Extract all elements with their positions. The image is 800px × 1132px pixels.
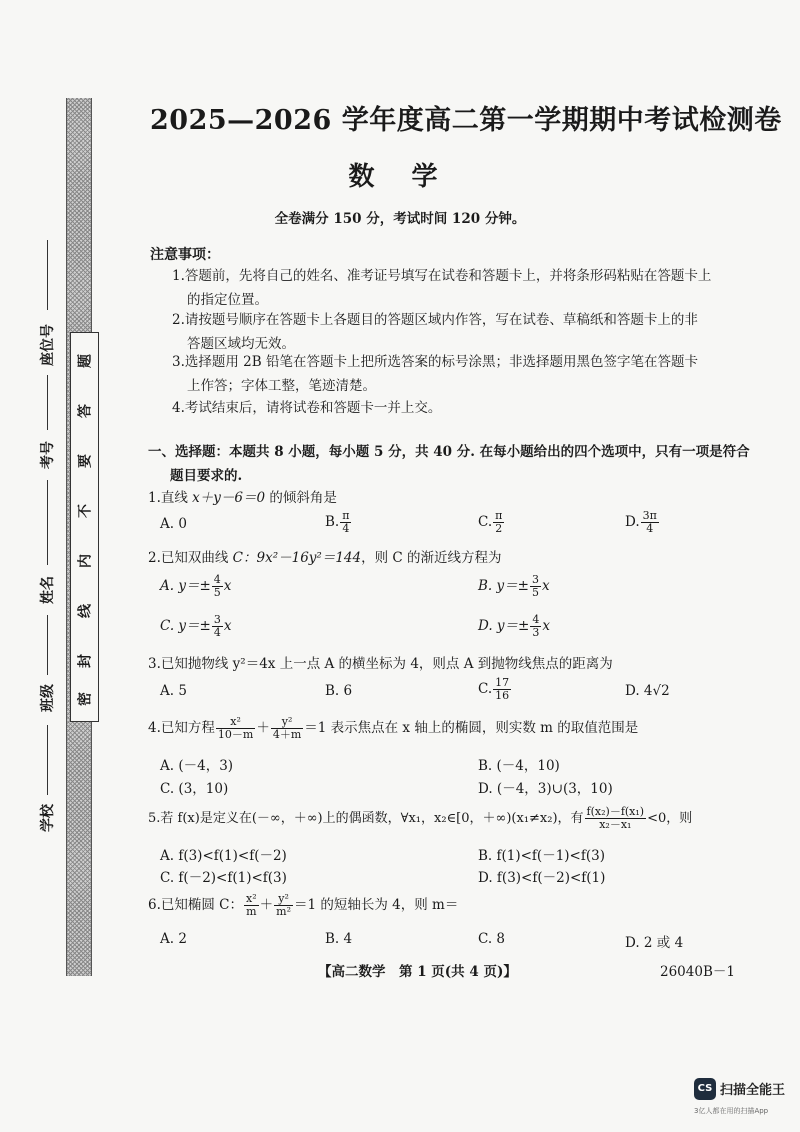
q6-option-a: A. 2 — [160, 931, 187, 947]
q3-option-b: B. 6 — [325, 683, 353, 699]
seal-char: 答 — [77, 404, 94, 418]
section-heading: 一、选择题：本题共 8 小题，每小题 5 分，共 40 分. 在每小题给出的四个选项中，只有一项是符合 题目要求的. — [148, 444, 750, 484]
question-5: 5.若 f(x)是定义在(－∞，＋∞)上的偶函数，∀x₁，x₂∈[0，＋∞)(x₁≠x₂)，有 $\frac{\text{f(x₂)－f(x₁)}}{\text{x₂－x₁}}$ <0，则 — [148, 805, 693, 831]
seal-char: 不 — [77, 504, 94, 518]
school-label: 学校 — [40, 804, 56, 832]
seal-char: 内 — [77, 554, 94, 568]
note-item: 2.请按题号顺序在答题卡上各题目的答题区域内作答，写在试卷、草稿纸和答题卡上的非 答题区域均无效。 — [172, 312, 698, 352]
q5-option-d: D. f(3)<f(－2)<f(1) — [478, 870, 606, 886]
q5-option-b: B. f(1)<f(－1)<f(3) — [478, 848, 605, 864]
exam-title: 2025—2026 学年度高二第一学期期中考试检测卷 — [150, 105, 782, 136]
camscanner-logo-icon: CS — [694, 1078, 716, 1100]
question-2: 2.已知双曲线 C：9x²－16y²＝144，则 C 的渐近线方程为 — [148, 550, 502, 566]
q1-option-c: C. $\frac{\pi}{2}$ — [478, 509, 503, 535]
name-line — [47, 480, 48, 565]
seal-char: 封 — [77, 654, 94, 668]
q6-option-c: C. 8 — [478, 931, 506, 947]
camscanner-brand: 扫描全能王 — [720, 1083, 786, 1098]
exam-number-line — [47, 375, 48, 430]
note-item: 1.答题前，先将自己的姓名、准考证号填写在试卷和答题卡上，并将条形码粘贴在答题卡上 的指定位置。 — [172, 268, 712, 308]
q2-option-b: B. y＝± $\frac{3}{5}$ x — [478, 573, 550, 599]
subject-title: 数 学 — [348, 162, 452, 192]
exam-number-label: 考号 — [40, 441, 56, 469]
note-item: 3.选择题用 2B 铅笔在答题卡上把所选答案的标号涂黑；非选择题用黑色签字笔在答题卡 上作答；字体工整，笔迹清楚。 — [172, 354, 698, 394]
seal-char: 密 — [77, 692, 94, 706]
q6-option-d: D. 2 或 4 — [625, 935, 684, 951]
question-4: 4.已知方程 $\frac{\text{x²}}{10-m}$ ＋ $\frac{\text{y²}}{4+m}$ ＝1 表示焦点在 x 轴上的椭圆，则实数 m 的取值范围是 — [148, 715, 639, 741]
q2-option-c: C. y＝± $\frac{3}{4}$ x — [160, 613, 232, 639]
seat-number-line — [47, 240, 48, 310]
class-line — [47, 615, 48, 675]
seal-line-box — [70, 332, 99, 722]
paper-code: 26040B－1 — [660, 964, 735, 980]
q1-option-a: A. 0 — [160, 516, 187, 532]
q4-option-a: A. (－4，3) — [160, 758, 234, 774]
question-6: 6.已知椭圆 C： $\frac{\text{x²}}{m}$ ＋ $\frac{\text{y²}}{\text{m²}}$ ＝1 的短轴长为 4，则 m＝ — [148, 892, 459, 918]
q3-option-a: A. 5 — [160, 683, 187, 699]
q6-option-b: B. 4 — [325, 931, 353, 947]
camscanner-slogan: 3亿人都在用的扫描App — [694, 1107, 769, 1115]
notes-heading: 注意事项： — [150, 247, 220, 263]
q5-option-a: A. f(3)<f(1)<f(－2) — [160, 848, 287, 864]
q2-option-d: D. y＝± $\frac{4}{3}$ x — [478, 613, 550, 639]
page-footer: 【高二数学 第 1 页(共 4 页)】 — [318, 964, 517, 980]
q4-option-c: C. (3，10) — [160, 781, 229, 797]
seat-number-label: 座位号 — [40, 324, 56, 366]
school-line — [47, 725, 48, 795]
q3-option-d: D. 4√2 — [625, 683, 670, 699]
seal-char: 线 — [77, 604, 94, 618]
question-3: 3.已知抛物线 y²＝4x 上一点 A 的横坐标为 4，则点 A 到抛物线焦点的距离为 — [148, 656, 613, 672]
seal-char: 要 — [77, 454, 94, 468]
name-label: 姓名 — [40, 576, 56, 604]
q4-option-d: D. (－4，3)∪(3，10) — [478, 781, 613, 797]
q1-option-d: D. $\frac{3\pi}{4}$ — [625, 509, 657, 535]
question-1: 1.直线 x＋y－6＝0 的倾斜角是 — [148, 490, 337, 506]
q3-option-c: C. $\frac{17}{16}$ — [478, 676, 510, 702]
q5-option-c: C. f(－2)<f(1)<f(3) — [160, 870, 287, 886]
note-item: 4.考试结束后，请将试卷和答题卡一并上交。 — [172, 400, 442, 416]
q2-option-a: A. y＝± $\frac{4}{5}$ x — [160, 573, 232, 599]
q1-option-b: B. $\frac{\pi}{4}$ — [325, 509, 350, 535]
q4-option-b: B. (－4，10) — [478, 758, 560, 774]
class-label: 班级 — [40, 684, 56, 712]
exam-info: 全卷满分 150 分，考试时间 120 分钟。 — [274, 211, 526, 227]
seal-char: 题 — [77, 354, 94, 368]
